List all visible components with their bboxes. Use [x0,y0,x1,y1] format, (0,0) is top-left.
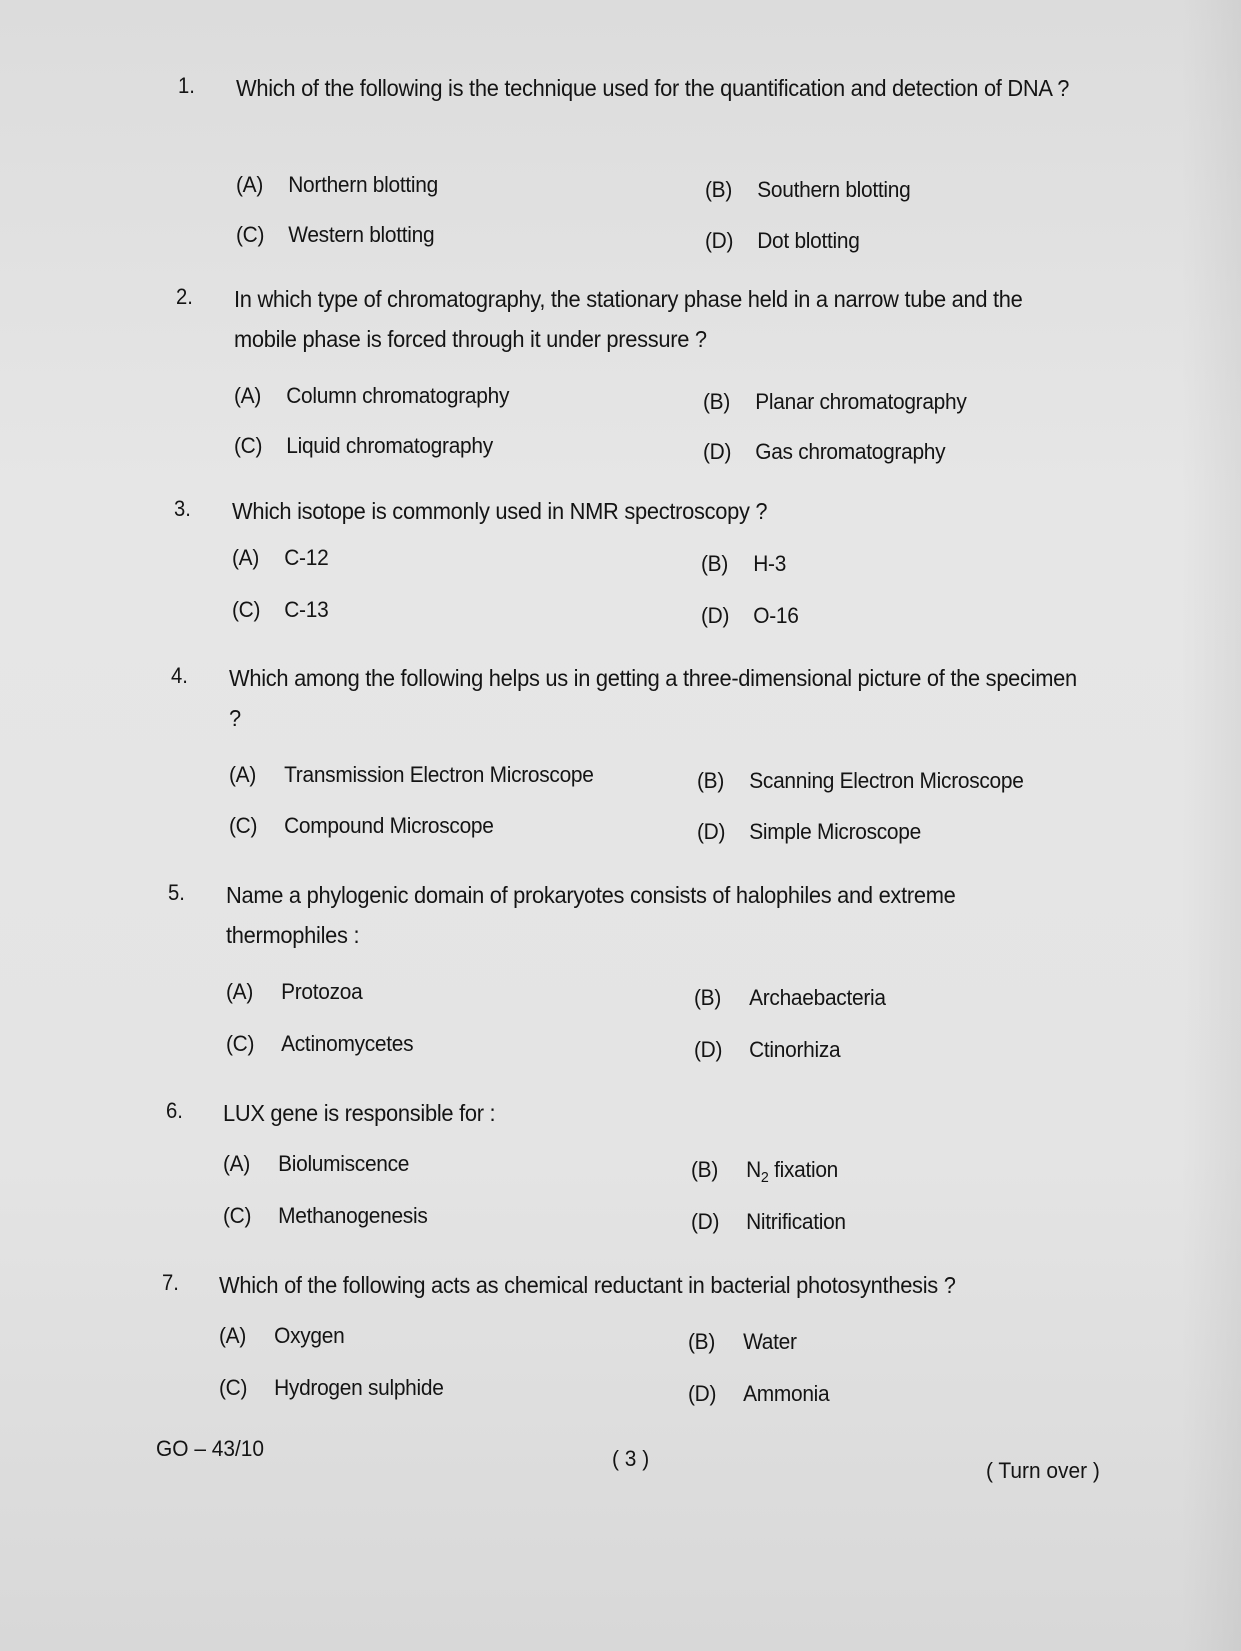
option-d: (D) Ctinorhiza [694,1037,841,1062]
option-a: (A) C-12 [232,545,329,570]
option-a: (A) Biolumiscence [223,1151,410,1176]
option-c: (C) Actinomycetes [226,1031,414,1056]
option-b: (B) Southern blotting [705,177,911,202]
page-number: ( 3 ) [612,1446,650,1471]
option-d: (D) O-16 [701,603,799,628]
question-number: 5. [168,880,185,905]
option-b: (B) Scanning Electron Microscope [697,768,1024,793]
option-c: (C) Western blotting [236,222,435,247]
question-number: 4. [171,663,188,688]
question-text: Name a phylogenic domain of prokaryotes consists of halophiles and extreme thermophiles : [226,882,956,948]
option-c: (C) Compound Microscope [229,813,494,838]
option-b: (B) Planar chromatography [703,389,967,414]
option-d: (D) Simple Microscope [697,819,921,844]
option-a: (A) Column chromatography [234,383,510,408]
option-a: (A) Transmission Electron Microscope [229,762,594,787]
option-c: (C) Methanogenesis [223,1203,428,1228]
option-b: (B) H-3 [701,551,787,576]
option-a: (A) Protozoa [226,979,363,1004]
question-text: LUX gene is responsible for : [223,1100,496,1126]
option-d: (D) Gas chromatography [703,439,946,464]
option-b: (B) $N_2$ fixation [691,1157,839,1186]
question-text: In which type of chromatography, the stationary phase held in a narrow tube and the mobile phase is forced through it under pressure ? [234,286,1023,352]
option-a: (A) Oxygen [219,1323,345,1348]
question-text: Which among the following helps us in getting a three-dimensional picture of the specimen ? [229,665,1077,731]
question-text: Which of the following acts as chemical reductant in bacterial photosynthesis ? [219,1272,956,1298]
question-number: 1. [178,73,195,98]
option-c: (C) Hydrogen sulphide [219,1375,444,1400]
question-text: Which isotope is commonly used in NMR spectroscopy ? [232,498,768,524]
question-text: Which of the following is the technique used for the quantification and detection of DNA ? [236,75,1070,101]
option-a: (A) Northern blotting [236,172,438,197]
paper-code: GO – 43/10 [156,1436,265,1461]
option-d: (D) Nitrification [691,1209,846,1234]
question-number: 2. [176,284,193,309]
option-c: (C) C-13 [232,597,329,622]
option-c: (C) Liquid chromatography [234,433,493,458]
option-d: (D) Ammonia [688,1381,830,1406]
option-b: (B) Water [688,1329,797,1354]
question-number: 6. [166,1098,183,1123]
turn-over-note: ( Turn over ) [986,1458,1100,1483]
question-number: 7. [162,1270,179,1295]
option-d: (D) Dot blotting [705,228,860,253]
question-number: 3. [174,496,191,521]
option-b: (B) Archaebacteria [694,985,886,1010]
